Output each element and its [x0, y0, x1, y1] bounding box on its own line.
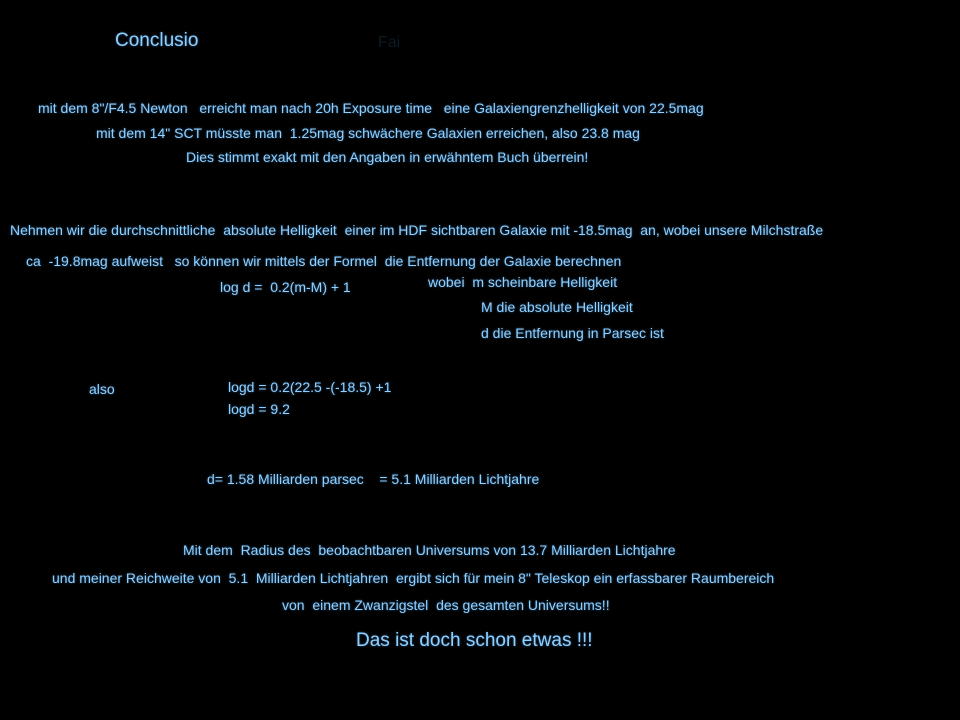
conclusion-line3: von einem Zwanzigstel des gesamten Universums!! — [282, 597, 610, 613]
legend-line1: wobei m scheinbare Helligkeit — [428, 274, 618, 290]
paragraph1-line3: Dies stimmt exakt mit den Angaben in erwähntem Buch überrein! — [186, 149, 589, 165]
also-label: also — [89, 381, 115, 397]
closing-remark: Das ist doch schon etwas !!! — [356, 630, 593, 651]
legend-line3: d die Entfernung in Parsec ist — [481, 325, 664, 341]
calculation-line2: logd = 9.2 — [228, 401, 290, 417]
distance-formula: log d = 0.2(m-M) + 1 — [220, 279, 351, 295]
paragraph2-line1: Nehmen wir die durchschnittliche absolute Helligkeit einer im HDF sichtbaren Galaxie mit -18.5mag an, wobei unsere Milchstraße — [10, 222, 824, 238]
calculation-line1: logd = 0.2(22.5 -(-18.5) +1 — [228, 379, 392, 395]
slide-title: Conclusio — [115, 30, 199, 51]
legend-line2: M die absolute Helligkeit — [481, 299, 633, 315]
result-line: d= 1.58 Milliarden parsec = 5.1 Milliarden Lichtjahre — [207, 471, 540, 487]
faint-mark: Fai — [378, 34, 401, 51]
paragraph1-line2: mit dem 14" SCT müsste man 1.25mag schwächere Galaxien erreichen, also 23.8 mag — [96, 125, 640, 141]
conclusion-line1: Mit dem Radius des beobachtbaren Universums von 13.7 Milliarden Lichtjahre — [183, 542, 676, 558]
paragraph2-line2: ca -19.8mag aufweist so können wir mittels der Formel die Entfernung der Galaxie berechnen — [26, 253, 622, 269]
conclusion-line2: und meiner Reichweite von 5.1 Milliarden Lichtjahren ergibt sich für mein 8" Teleskop ein erfassbarer Raumbereich — [52, 570, 775, 586]
paragraph1-line1: mit dem 8"/F4.5 Newton erreicht man nach 20h Exposure time eine Galaxiengrenzhelligkeit von 22.5mag — [38, 100, 704, 116]
